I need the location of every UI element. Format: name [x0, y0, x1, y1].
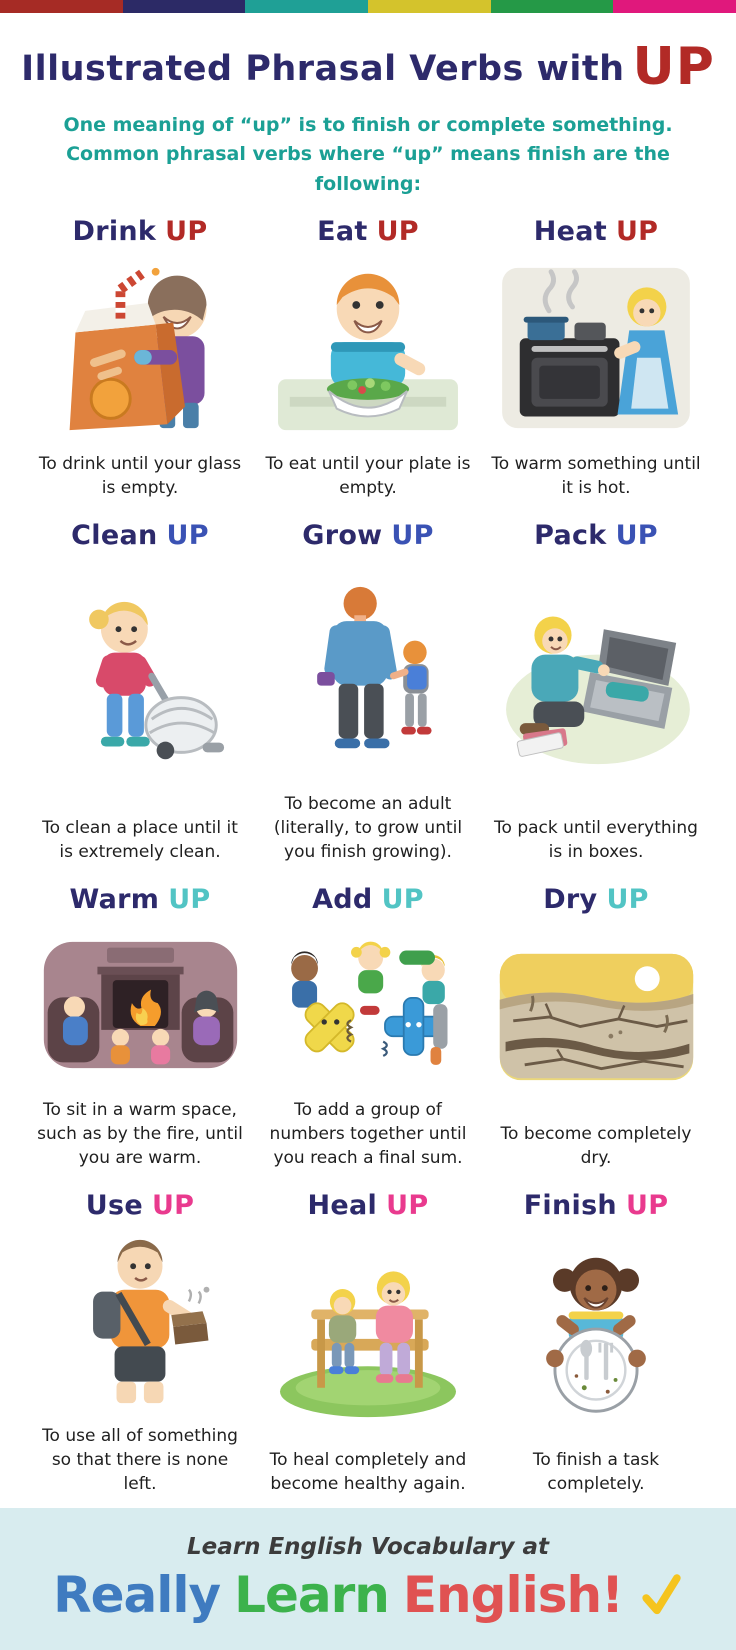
- boy-eating-salad-bowl-illustration: [254, 249, 482, 448]
- verb-text: Add: [312, 884, 373, 915]
- brand-logo: [53, 1566, 683, 1624]
- card-use-up: [26, 1182, 254, 1508]
- bar-segment-darkred: [0, 0, 123, 13]
- card-title-drink: [73, 216, 208, 247]
- brand-word-learn: Learn: [234, 1566, 389, 1624]
- card-description: To eat until your plate is empty.: [265, 453, 471, 498]
- verb-text: Dry: [543, 884, 598, 915]
- card-pack-up: [482, 512, 710, 876]
- girl-holding-empty-plate-illustration: [482, 1223, 710, 1444]
- card-row-1: [0, 208, 736, 512]
- up-text: UP: [615, 520, 658, 551]
- bar-segment-green: [491, 0, 614, 13]
- subtitle-line-1: One meaning of “up” is to finish or complete something.: [63, 114, 673, 136]
- card-title-finish: [524, 1190, 669, 1221]
- up-text: UP: [391, 520, 434, 551]
- verb-text: Finish: [523, 1190, 617, 1221]
- bar-segment-yellow: [368, 0, 491, 13]
- up-text: UP: [381, 884, 424, 915]
- woman-vacuuming-illustration: [26, 553, 254, 812]
- header: [0, 13, 736, 208]
- card-title-add: [312, 884, 424, 915]
- card-heal-up: [254, 1182, 482, 1508]
- card-description: To finish a task completely.: [532, 1449, 660, 1494]
- card-description: To clean a place until it is extremely clean.: [42, 817, 238, 862]
- card-title-use: [86, 1190, 195, 1221]
- card-description: To pack until everything is in boxes.: [494, 817, 698, 862]
- up-text: UP: [376, 216, 419, 247]
- up-text: UP: [606, 884, 649, 915]
- page-title-text: Illustrated Phrasal Verbs with: [21, 49, 625, 89]
- card-title-dry: [543, 884, 649, 915]
- brand-word-english: English!: [402, 1566, 623, 1624]
- yellow-checkmark-icon: [637, 1572, 683, 1618]
- bar-segment-magenta: [613, 0, 736, 13]
- card-heat-up: [482, 208, 710, 512]
- card-grow-up: [254, 512, 482, 876]
- card-title-heat: [534, 216, 659, 247]
- verb-text: Pack: [534, 520, 607, 551]
- verb-text: Warm: [69, 884, 160, 915]
- card-clean-up: [26, 512, 254, 876]
- verb-text: Clean: [71, 520, 158, 551]
- up-text: UP: [615, 216, 659, 247]
- card-eat-up: [254, 208, 482, 512]
- family-by-fireplace-illustration: [26, 917, 254, 1094]
- verb-text: Eat: [317, 216, 368, 247]
- verb-text: Heal: [307, 1190, 378, 1221]
- subtitle-line-2: Common phrasal verbs where “up” means finish are the following:: [66, 143, 670, 195]
- up-text: UP: [625, 1190, 669, 1221]
- man-with-empty-wallet-illustration: [26, 1223, 254, 1420]
- man-packing-suitcase-illustration: [482, 553, 710, 812]
- top-color-bar: [0, 0, 736, 13]
- card-title-eat: [317, 216, 419, 247]
- children-with-math-symbols-illustration: [254, 917, 482, 1094]
- card-warm-up: [26, 876, 254, 1182]
- card-description: To heal completely and become healthy again.: [269, 1449, 467, 1494]
- up-text: UP: [151, 1190, 195, 1221]
- up-text: UP: [166, 520, 209, 551]
- card-title-pack: [534, 520, 658, 551]
- card-title-grow: [302, 520, 434, 551]
- up-text: UP: [168, 884, 211, 915]
- brand-text: [53, 1566, 623, 1624]
- cracked-desert-ground-illustration: [482, 917, 710, 1118]
- page-title: [0, 37, 736, 97]
- verb-text: Use: [85, 1190, 143, 1221]
- subtitle: [18, 111, 718, 199]
- card-dry-up: [482, 876, 710, 1182]
- footer: [0, 1508, 736, 1650]
- card-description: To warm something until it is hot.: [491, 453, 701, 498]
- up-text: UP: [386, 1190, 429, 1221]
- card-drink-up: [26, 208, 254, 512]
- bar-segment-navy: [123, 0, 246, 13]
- card-row-3: [0, 876, 736, 1182]
- card-description: To sit in a warm space, such as by the fire, until you are warm.: [37, 1099, 243, 1168]
- mother-and-child-on-bench-illustration: [254, 1223, 482, 1444]
- father-walking-with-child-illustration: [254, 553, 482, 788]
- card-description: To become an adult (literally, to grow until you finish growing).: [273, 793, 463, 862]
- verb-text: Heat: [533, 216, 607, 247]
- card-row-4: [0, 1182, 736, 1508]
- verb-text: Drink: [72, 216, 157, 247]
- card-finish-up: [482, 1182, 710, 1508]
- up-text: UP: [165, 216, 208, 247]
- card-description: To add a group of numbers together until you reach a final sum.: [269, 1099, 467, 1168]
- page-title-up: UP: [632, 37, 715, 97]
- child-hugging-juice-carton-illustration: [26, 249, 254, 448]
- footer-tagline: Learn English Vocabulary at: [186, 1534, 550, 1560]
- card-add-up: [254, 876, 482, 1182]
- card-title-clean: [71, 520, 209, 551]
- verb-text: Grow: [302, 520, 383, 551]
- brand-word-really: Really: [53, 1566, 221, 1624]
- card-row-2: [0, 512, 736, 876]
- woman-cooking-pots-on-stove-illustration: [482, 249, 710, 448]
- card-description: To use all of something so that there is none left.: [42, 1425, 238, 1494]
- card-title-warm: [69, 884, 210, 915]
- bar-segment-teal: [245, 0, 368, 13]
- card-title-heal: [308, 1190, 429, 1221]
- card-description: To drink until your glass is empty.: [38, 453, 242, 498]
- card-description: To become completely dry.: [500, 1123, 692, 1168]
